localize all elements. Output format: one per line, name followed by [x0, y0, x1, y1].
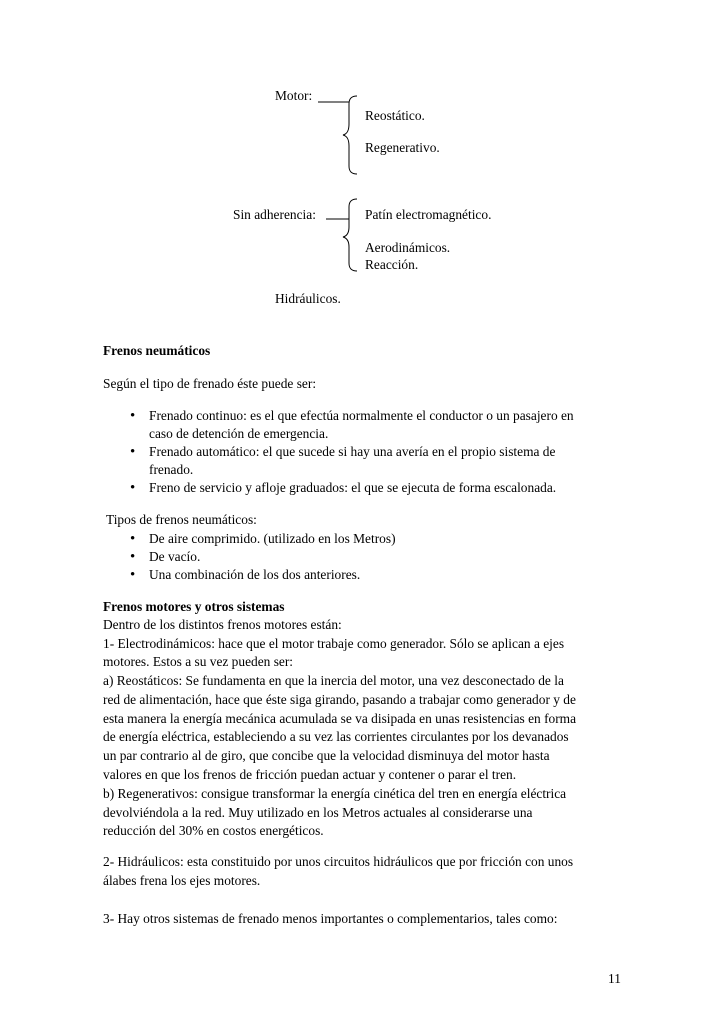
section-heading-frenos-neumaticos: Frenos neumáticos [103, 343, 211, 358]
sin-adherencia-item-reaccion: Reacción. [365, 257, 419, 272]
motor-label: Motor: [275, 88, 313, 103]
list-item: • De aire comprimido. (utilizado en los Metros) [125, 530, 396, 548]
list-item: • Frenado continuo: es el que efectúa normalmente el conductor o un pasajero en caso de detención de emergencia. [125, 407, 574, 443]
section-heading-frenos-motores: Frenos motores y otros sistemas [103, 599, 285, 614]
frenado-type-list [125, 407, 574, 497]
list-item: • Frenado automático: el que sucede si hay una avería en el propio sistema de frenado. [125, 443, 574, 479]
motor-brace [343, 96, 357, 174]
page-number: 11 [608, 971, 621, 986]
hidraulicos-paragraph: 2- Hidráulicos: esta constituido por unos circuitos hidráulicos que por fricción con unos álabes frena los ejes motores. [103, 854, 574, 888]
list-item: • Freno de servicio y afloje graduados: el que se ejecuta de forma escalonada. [125, 479, 574, 497]
list-item: • De vacío. [125, 548, 396, 566]
otros-sistemas-line: 3- Hay otros sistemas de frenado menos importantes o complementarios, tales como: [103, 911, 558, 926]
brake-classification-diagram [0, 0, 728, 300]
tipos-list [125, 530, 396, 584]
motor-item-reostatico: Reostático. [365, 108, 425, 123]
sin-adherencia-label: Sin adherencia: [233, 207, 316, 222]
tipos-intro: Tipos de frenos neumáticos: [106, 512, 257, 527]
regenerativos-paragraph: b) Regenerativos: consigue transformar la energía cinética del tren en energía eléctrica devolviéndola a la red. Muy utilizado en los Metros actuales al considerarse una reducción del 30% en costos energéticos. [103, 786, 567, 839]
motor-item-regenerativo: Regenerativo. [365, 140, 440, 155]
hidraulicos-label: Hidráulicos. [275, 291, 341, 306]
sin-adherencia-brace [343, 199, 357, 271]
frenado-intro: Según el tipo de frenado éste puede ser: [103, 376, 317, 391]
sin-adherencia-item-patin: Patín electromagnético. [365, 207, 492, 222]
list-item: • Una combinación de los dos anteriores. [125, 566, 396, 584]
electrodinamicos-paragraph: Dentro de los distintos frenos motores están: 1- Electrodinámicos: hace que el motor trabaje como generador. Sólo se aplican a ejes motores. Estos a su vez pueden ser: a) Reostáticos: Se fundamenta en que la inercia del motor, una vez desconectado de la red de alimentación, hace que éste siga girando, pasando a trabajar como generador y de esta manera la energía mecánica acumulada se va disipada en unas resistencias en forma de energía eléctrica, estableciendo a su vez las corrientes circulantes por los devanados un par contrario al de giro, que concibe que la velocidad disminuya del motor hasta valores en que los frenos de fricción puedan actuar y contener o parar el tren. [103, 617, 577, 782]
sin-adherencia-item-aerodinamicos: Aerodinámicos. [365, 240, 451, 255]
